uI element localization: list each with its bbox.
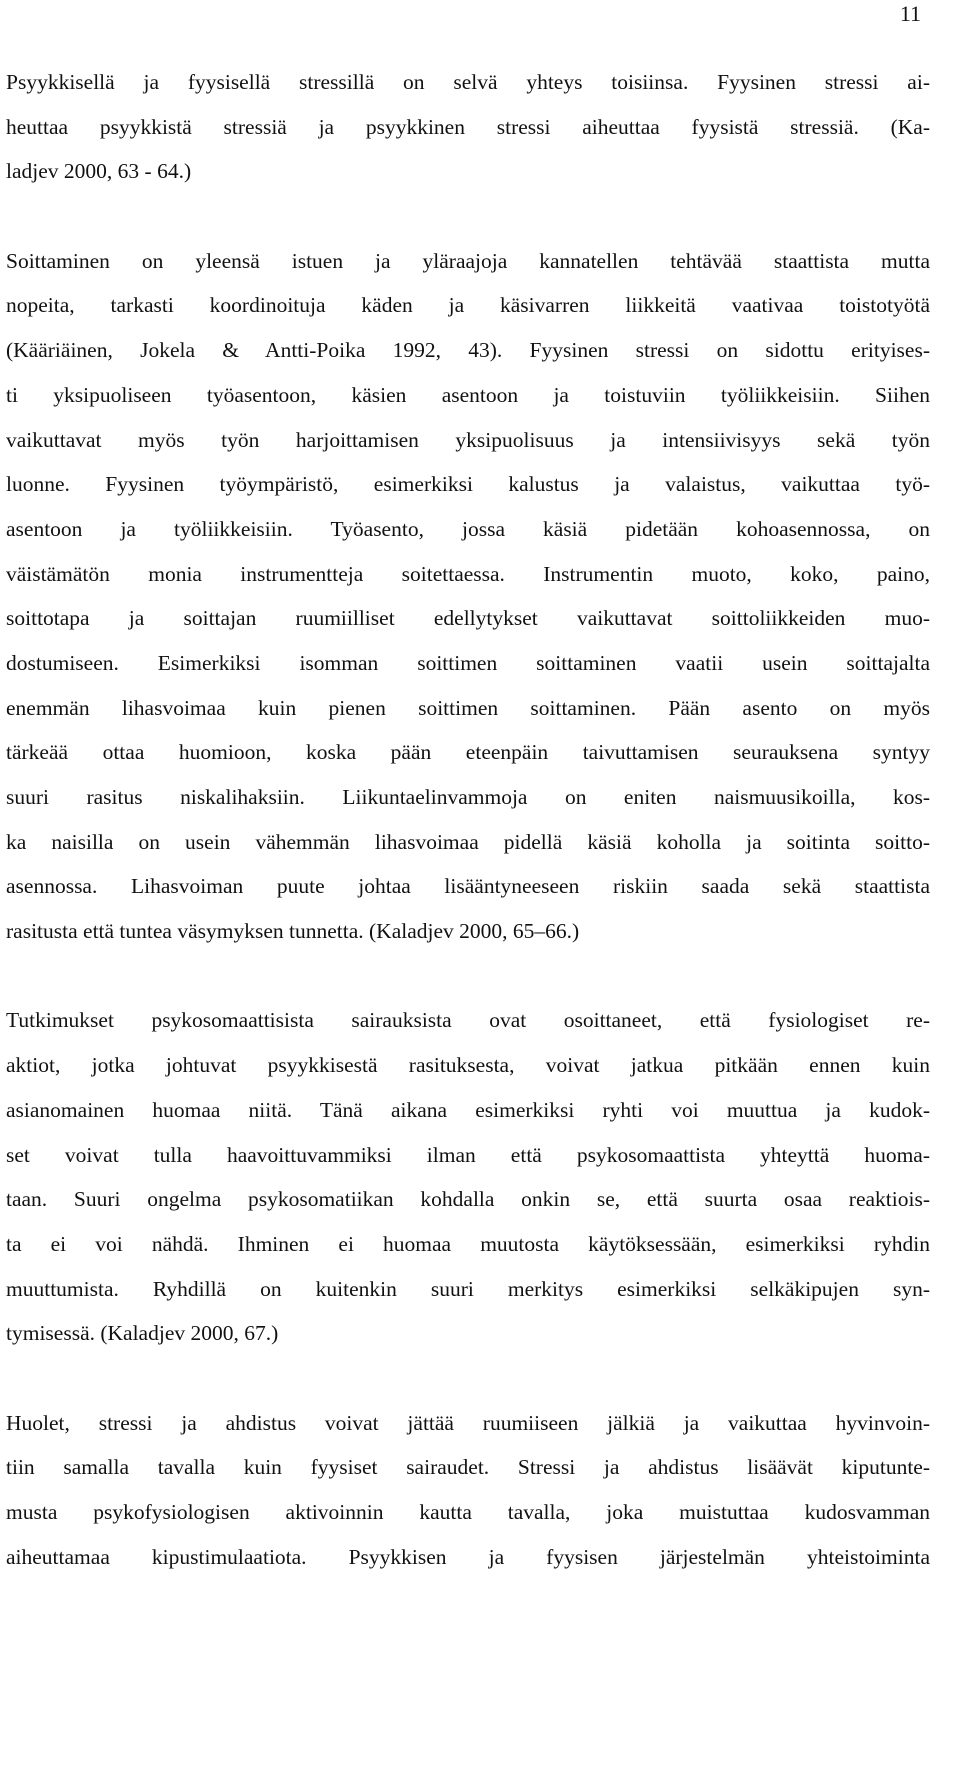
- text-line: aktiot, jotka johtuvat psyykkisestä rasituksesta, voivat jatkua pitkään ennen kuin: [6, 1053, 930, 1078]
- text-line: Tutkimukset psykosomaattisista sairauksista ovat osoittaneet, että fysiologiset re-: [6, 1008, 930, 1033]
- text-line: Psyykkisellä ja fyysisellä stressillä on selvä yhteys toisiinsa. Fyysinen stressi ai-: [6, 70, 930, 94]
- text-line: suuri rasitus niskalihaksiin. Liikuntaelinvammoja on eniten naismuusikoilla, kos-: [6, 785, 930, 809]
- text-line: musta psykofysiologisen aktivoinnin kautta tavalla, joka muistuttaa kudosvamman: [6, 1500, 930, 1524]
- text-line: luonne. Fyysinen työympäristö, esimerkiksi kalustus ja valaistus, vaikuttaa työ-: [6, 472, 930, 497]
- text-line: asianomainen huomaa niitä. Tänä aikana esimerkiksi ryhti voi muuttua ja kudok-: [6, 1097, 930, 1122]
- text-line: ladjev 2000, 63 - 64.): [6, 159, 192, 184]
- paragraph-spacer: [6, 1356, 930, 1401]
- paragraph-spacer: [6, 954, 930, 999]
- text-line: tymisessä. (Kaladjev 2000, 67.): [6, 1321, 279, 1346]
- text-line: tiin samalla tavalla kuin fyysiset sairaudet. Stressi ja ahdistus lisäävät kiputunte-: [6, 1455, 930, 1480]
- text-line: taan. Suuri ongelma psykosomatiikan kohdalla onkin se, että suurta osaa reaktiois-: [6, 1187, 930, 1212]
- document-body: [6, 60, 930, 1579]
- text-line: Huolet, stressi ja ahdistus voivat jättää ruumiiseen jälkiä ja vaikuttaa hyvinvoin-: [6, 1410, 930, 1435]
- paragraph-spacer: [6, 194, 930, 239]
- text-line: dostumiseen. Esimerkiksi isomman soittimen soittaminen vaatii usein soittajalta: [6, 650, 930, 675]
- paragraph: [6, 1401, 930, 1580]
- page-number: 11: [899, 1, 921, 26]
- text-line: väistämätön monia instrumentteja soitettaessa. Instrumentin muoto, koko, paino,: [6, 561, 930, 586]
- text-line: heuttaa psyykkistä stressiä ja psyykkinen stressi aiheuttaa fyysistä stressiä. (Ka-: [6, 114, 930, 139]
- text-line: asennossa. Lihasvoiman puute johtaa lisääntyneeseen riskiin saada sekä staattista: [6, 874, 930, 899]
- text-line: tärkeää ottaa huomioon, koska pään eteenpäin taivuttamisen seurauksena syntyy: [6, 740, 930, 765]
- text-line: soittotapa ja soittajan ruumiilliset edellytykset vaikuttavat soittoliikkeiden muo-: [6, 606, 930, 631]
- text-line: enemmän lihasvoimaa kuin pienen soittimen soittaminen. Pään asento on myös: [6, 695, 930, 720]
- paragraph: [6, 239, 930, 954]
- text-line: muuttumista. Ryhdillä on kuitenkin suuri merkitys esimerkiksi selkäkipujen syn-: [6, 1276, 930, 1301]
- text-line: ta ei voi nähdä. Ihminen ei huomaa muutosta käytöksessään, esimerkiksi ryhdin: [6, 1231, 930, 1256]
- text-line: nopeita, tarkasti koordinoituja käden ja käsivarren liikkeitä vaativaa toistotyötä: [6, 293, 930, 318]
- text-line: aiheuttamaa kipustimulaatiota. Psyykkisen ja fyysisen järjestelmän yhteistoiminta: [6, 1544, 930, 1569]
- paragraph: [6, 60, 930, 194]
- text-line: rasitusta että tuntea väsymyksen tunnetta. (Kaladjev 2000, 65–66.): [6, 919, 580, 944]
- text-line: Soittaminen on yleensä istuen ja yläraajoja kannatellen tehtävää staattista mutta: [6, 248, 930, 273]
- text-line: set voivat tulla haavoittuvammiksi ilman että psykosomaattista yhteyttä huoma-: [6, 1142, 930, 1167]
- text-line: vaikuttavat myös työn harjoittamisen yksipuolisuus ja intensiivisyys sekä työn: [6, 427, 930, 452]
- text-line: (Kääriäinen, Jokela & Antti-Poika 1992, 43). Fyysinen stressi on sidottu erityises-: [6, 338, 930, 363]
- paragraph: [6, 998, 930, 1356]
- text-line: asentoon ja työliikkeisiin. Työasento, jossa käsiä pidetään kohoasennossa, on: [6, 516, 930, 541]
- text-line: ka naisilla on usein vähemmän lihasvoimaa pidellä käsiä koholla ja soitinta soitto-: [6, 829, 930, 854]
- text-line: ti yksipuoliseen työasentoon, käsien asentoon ja toistuviin työliikkeisiin. Siihen: [6, 382, 930, 407]
